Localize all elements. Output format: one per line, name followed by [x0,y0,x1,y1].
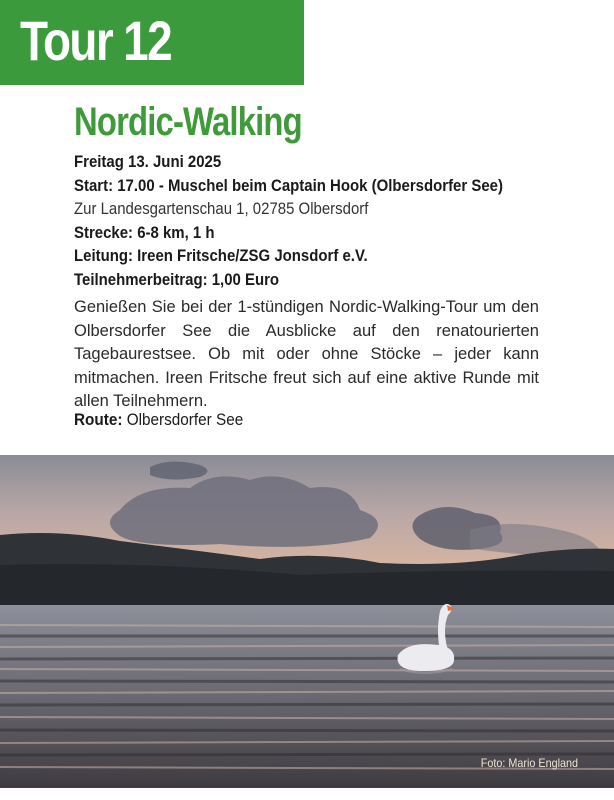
lake-swan-photo [0,455,614,788]
event-address: Zur Landesgartenschau 1, 02785 Olbersdorf [74,199,369,218]
page-title: Nordic-Walking [74,100,302,144]
event-start: Start: 17.00 - Muschel beim Captain Hook (Olbersdorfer See) [74,175,503,195]
photo-credit: Foto: Mario England [480,756,578,770]
tour-banner [0,0,304,85]
event-lead: Leitung: Ireen Fritsche/ZSG Jonsdorf e.V. [74,246,368,265]
route-label: Route: [74,410,123,429]
event-fee: Teilnehmerbeitrag: 1,00 Euro [74,269,280,289]
event-info [74,150,574,291]
event-distance: Strecke: 6-8 km, 1 h [74,222,215,242]
photo-illustration [0,455,614,788]
route-value: Olbersdorfer See [126,410,244,429]
event-date: Freitag 13. Juni 2025 [74,152,222,171]
tour-label: Tour 12 [20,9,171,72]
event-route [74,408,243,432]
event-description: Genießen Sie bei der 1-stündigen Nordic-Walking-Tour um den Olbersdorfer See die Ausblicke auf den renatourierten Tagebaurestsee. Ob mit oder ohne Stöcke – jeder kann mitmachen. Ireen Fritsche freut sich auf eine aktive Runde mit allen Teilnehmern. [74,298,539,410]
